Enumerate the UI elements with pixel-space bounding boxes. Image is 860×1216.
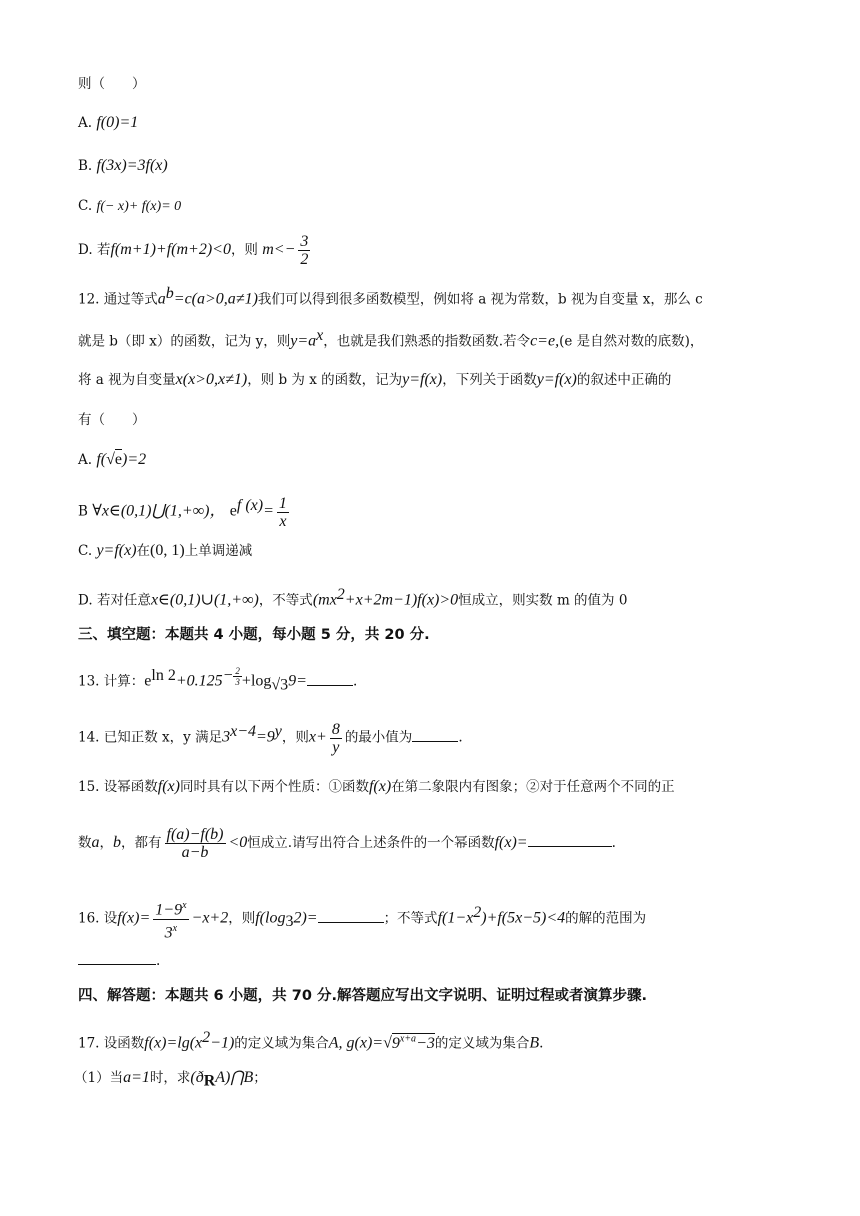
answer-blank[interactable] [412,727,458,742]
q14: 14. 已知正数 x，y 满足$3^{x-4}=9^y$，则x+ $\frac{8}{y}$ 的最小值为 . [78,720,463,756]
q12-line-4: 有（ ） [78,412,146,428]
fraction: $\frac{1}{x}$ [278,494,287,530]
q17-part-1: （1）当a=1时，求$(ð_RA)⋂B$； [74,1069,267,1090]
q16-line-2: . [78,950,160,971]
q12-option-c: C. y=f(x)在(0, 1)上单调递减 [78,542,253,559]
answer-blank[interactable] [307,671,353,686]
section-3-heading: 三、填空题：本题共 4 小题，每小题 5 分，共 20 分. [78,627,430,643]
q13: 13. 计算：$e^{ln 2}+0.125^{- \frac{2}{3}}$ $+\log_{√3}9=$ . [78,666,358,694]
q11-stem-tail: 则（ ） [78,76,146,92]
fraction: $\frac{f(a)-f(b)}{a-b}$ [166,826,224,861]
q11-option-c: C. f(− x)+ f(x)= 0 [78,198,182,214]
q15-line-1: 15. 设幂函数f(x)同时具有以下两个性质：①函数f(x)在第二象限内有图象；②对于任意两个不同的正 [78,778,675,795]
q12-line-2: 就是 b（即 x）的函数，记为 y，则$y=a^x$，也就是我们熟悉的指数函数.若令c=e,(e 是自然对数的底数)， [78,327,704,350]
q11-option-b: B. f(3x)=3f(x) [78,157,168,174]
q11-option-d: D. 若f(m+1)+f(m+2)<0，则 m<− $\frac{3}{2}$ [78,233,309,268]
q16-line-1: 16. 设f(x)= $\frac{1-9^x}{3^x}$ −x+2，则$f(\log_32)=$ ；不等式$f(1-x^2)+f(5x-5)<4$的解的范围为 [78,893,646,942]
q15-line-2: 数a，b，都有 $\frac{f(a)-f(b)}{a-b}$ <0恒成立.请写出符合上述条件的一个幂函数f(x)= . [78,826,616,861]
q11-option-a: A. f(0)=1 [78,114,139,131]
q12-option-b: B ∀x∈(0,1)⋃(1,+∞)， $e^{f (x)}=$ $\frac{1}{x}$ [78,494,287,530]
q12-line-1: 12. 通过等式$a^b=c(a>0,a\ne 1)$我们可以得到很多函数模型，例如将 a 视为常数，b 视为自变量 x，那么 c [78,285,703,308]
q17: 17. 设函数$f(x)=\lg(x^2-1)$的定义域为集合A, $g(x)=√9^{x+a}-3$的定义域为集合B. [78,1029,544,1052]
answer-blank[interactable] [78,950,156,965]
answer-blank[interactable] [318,908,384,923]
fraction: $\frac{1-9^x}{3^x}$ [153,897,188,941]
q12-line-3: 将 a 视为自变量x(x>0,x≠1)，则 b 为 x 的函数，记为y=f(x)，下列关于函数y=f(x)的叙述中正确的 [78,371,672,388]
q12-option-a: A. f(√e)=2 [78,451,147,468]
fraction: $\frac{8}{y}$ [331,720,340,756]
answer-blank[interactable] [528,832,612,847]
q12-option-d: D. 若对任意x∈(0,1)∪(1,+∞)，不等式$(mx^2+x+2m-1)f(x)>0$恒成立，则实数 m 的值为 0 [78,586,628,609]
section-4-heading: 四、解答题：本题共 6 小题，共 70 分.解答题应写出文字说明、证明过程或者演算步骤. [78,988,647,1004]
fraction: $\frac{3}{2}$ [300,233,309,268]
